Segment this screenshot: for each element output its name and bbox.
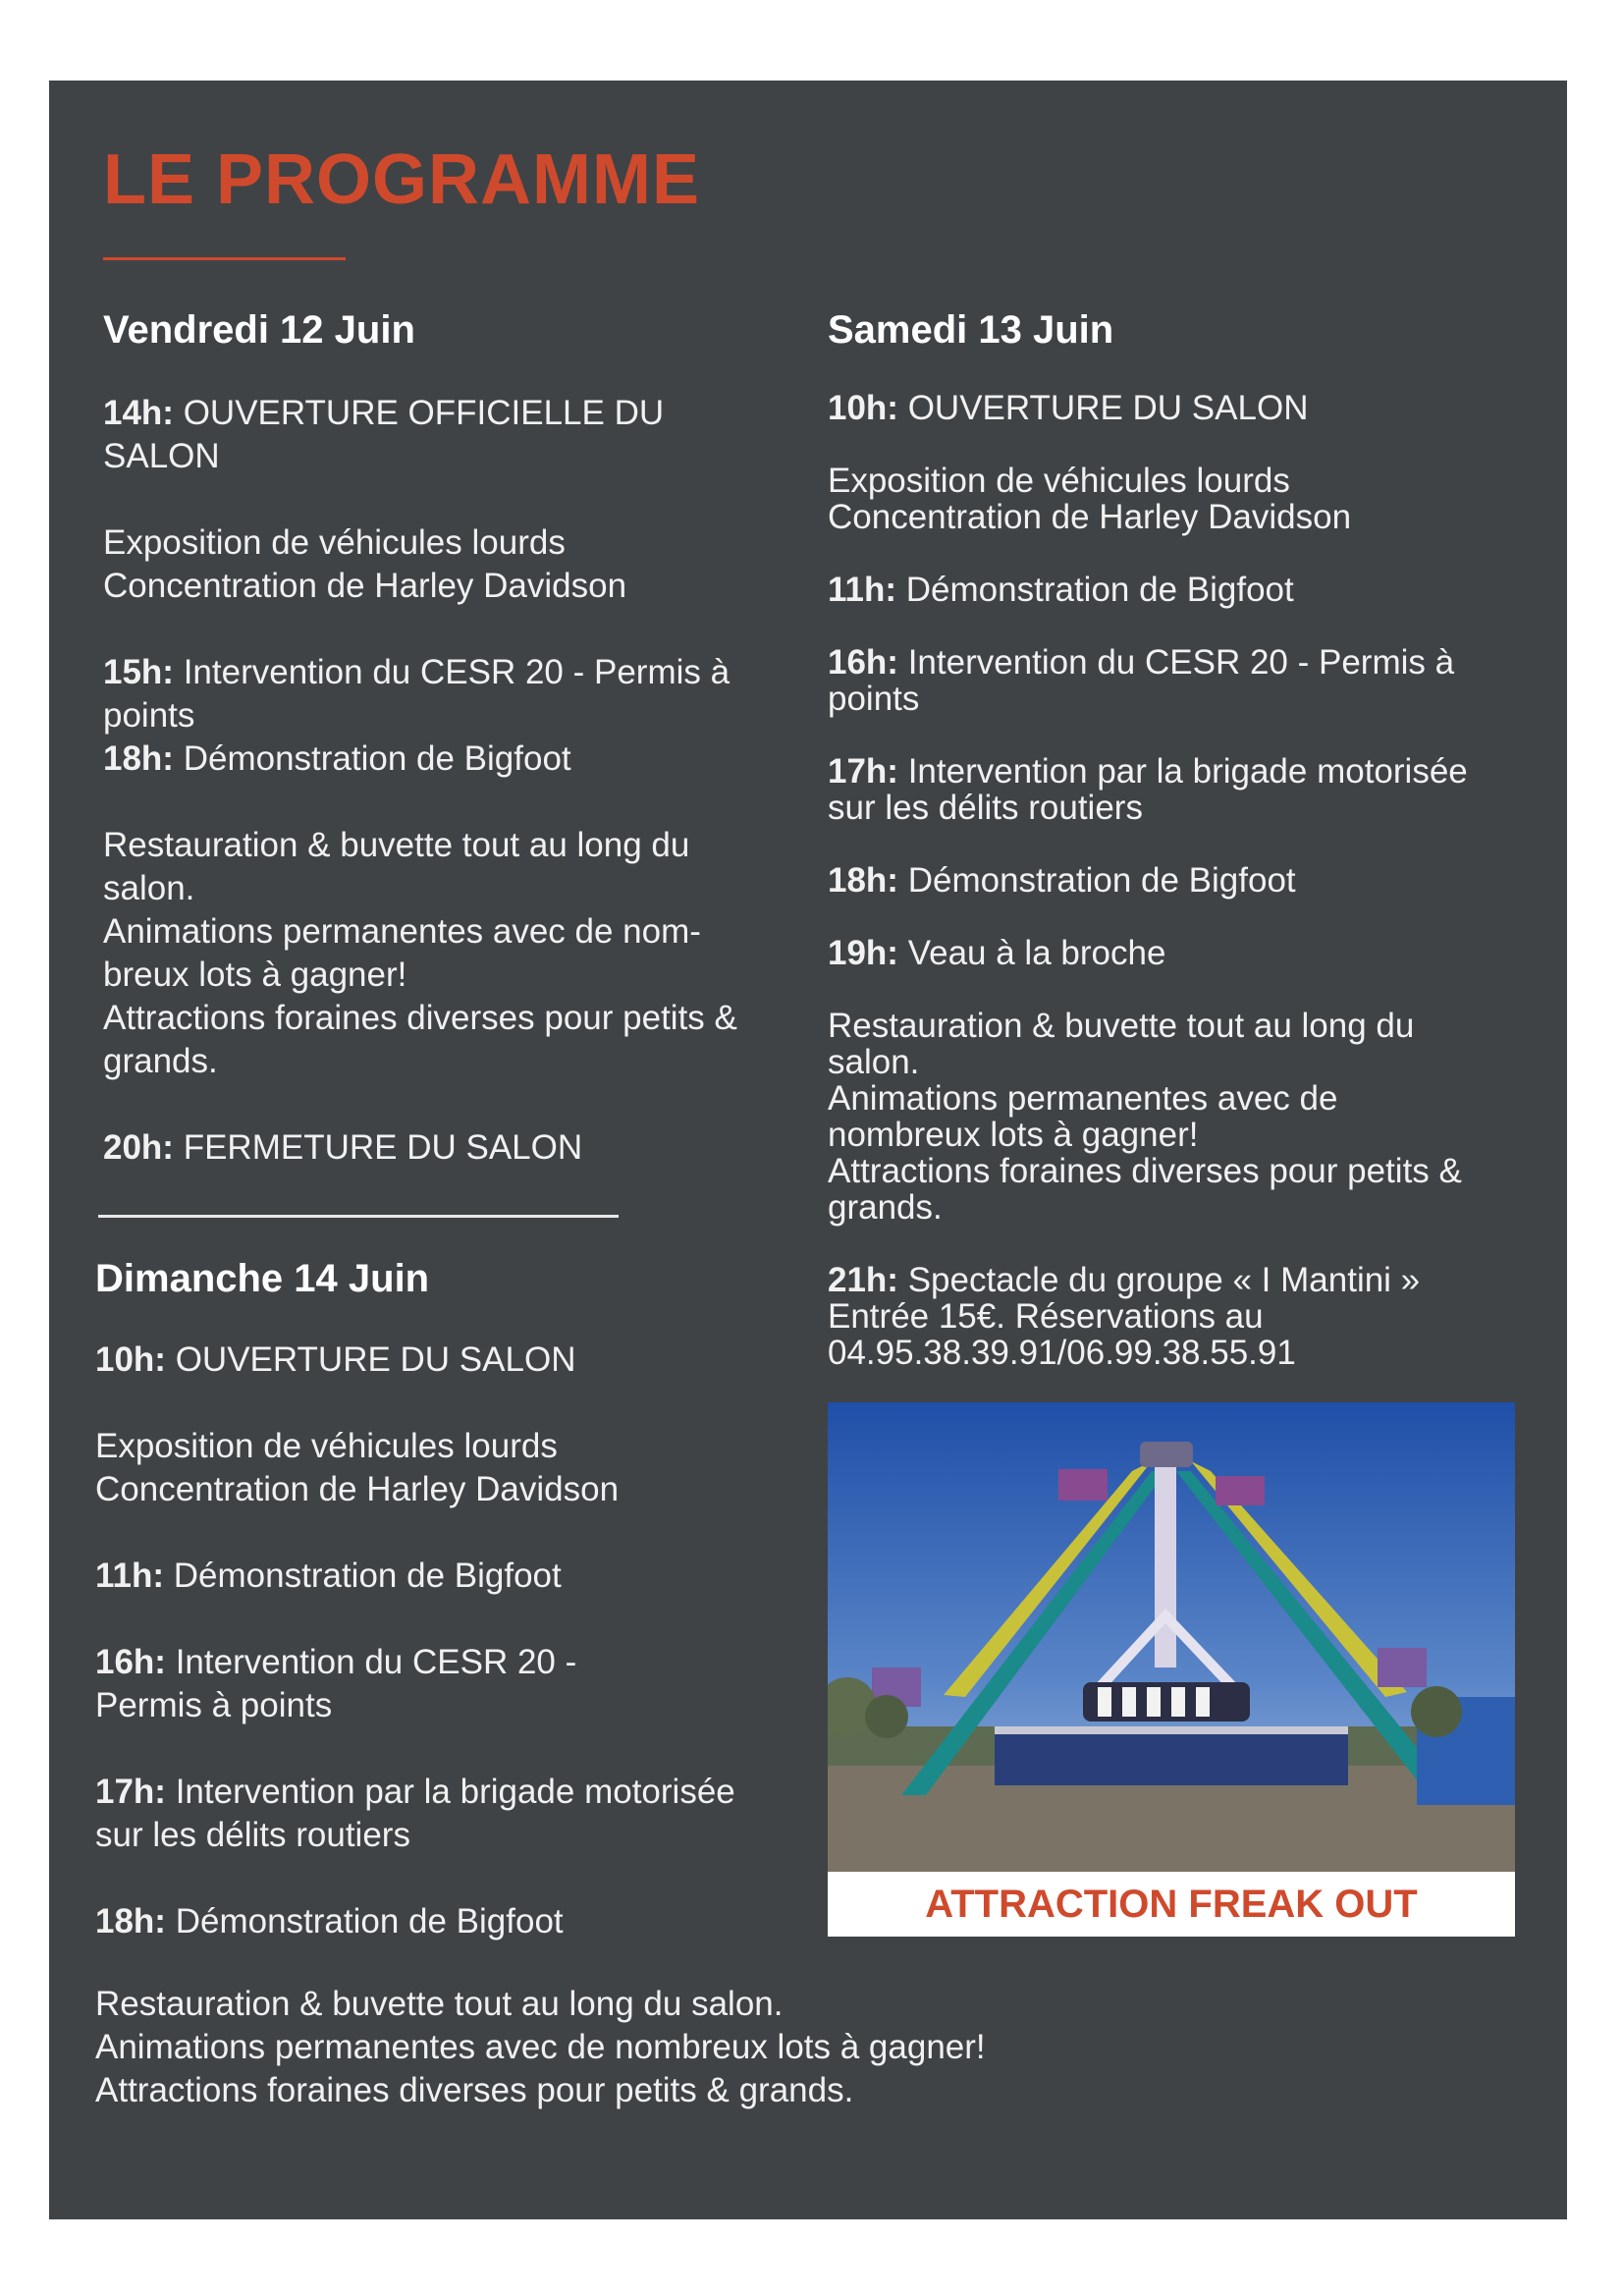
entry-text: Démonstration de Bigfoot <box>905 571 1294 609</box>
photo-caption: ATTRACTION FREAK OUT <box>828 1872 1515 1937</box>
note-line: Attractions foraines diverses pour petits & <box>103 999 737 1037</box>
entry-time: 19h: <box>828 934 898 972</box>
entry-time: 20h: <box>103 1128 174 1167</box>
note-line: salon. <box>103 869 195 907</box>
note-line: Exposition de véhicules lourds <box>103 523 566 562</box>
entry-text: Veau à la broche <box>907 934 1166 972</box>
entry-time: 21h: <box>828 1261 898 1299</box>
schedule-entry <box>828 390 1554 426</box>
entry-text: OUVERTURE OFFICIELLE DU <box>183 394 665 432</box>
entry-text: Intervention par la brigade motorisée <box>175 1773 735 1811</box>
entry-text: Intervention par la brigade motorisée <box>907 752 1468 791</box>
schedule-note <box>828 463 1554 535</box>
note-line: Attractions foraines diverses pour petits & <box>828 1152 1462 1190</box>
entry-text-cont: points <box>103 696 195 735</box>
entry-text-cont: Entrée 15€. Réservations au <box>828 1297 1264 1336</box>
entry-text: Démonstration de Bigfoot <box>183 739 571 778</box>
entry-time: 18h: <box>103 739 174 778</box>
entry-text: Démonstration de Bigfoot <box>907 861 1296 900</box>
footer-line: Attractions foraines diverses pour petits & grands. <box>95 2071 854 2109</box>
entry-text-cont: sur les délits routiers <box>95 1816 410 1854</box>
schedule-entry <box>95 1641 841 1727</box>
note-line: grands. <box>828 1188 943 1227</box>
entry-text: OUVERTURE DU SALON <box>175 1340 576 1379</box>
sunday-column <box>95 1257 841 1943</box>
note-line: nombreux lots à gagner! <box>828 1116 1199 1154</box>
schedule-note <box>828 1008 1554 1226</box>
note-line: Exposition de véhicules lourds <box>828 462 1290 500</box>
entry-text-cont: points <box>828 680 920 718</box>
section-divider <box>98 1215 619 1218</box>
entry-time: 15h: <box>103 653 174 691</box>
note-line: Restauration & buvette tout au long du <box>828 1007 1415 1045</box>
entry-time: 18h: <box>95 1902 166 1941</box>
schedule-entry <box>103 651 810 738</box>
schedule-entry <box>95 1900 841 1943</box>
schedule-entry <box>828 1262 1554 1371</box>
schedule-entry <box>103 1126 810 1170</box>
entry-text: OUVERTURE DU SALON <box>907 389 1309 427</box>
entry-time: 16h: <box>828 643 898 682</box>
entry-text: Démonstration de Bigfoot <box>173 1557 562 1595</box>
entry-text: FERMETURE DU SALON <box>183 1128 583 1167</box>
schedule-entry <box>103 738 810 781</box>
schedule-entry <box>828 753 1554 826</box>
entry-time: 17h: <box>828 752 898 791</box>
schedule-entry <box>103 392 810 478</box>
schedule-entry <box>95 1771 841 1857</box>
schedule-note <box>95 1425 841 1511</box>
entry-text-cont: sur les délits routiers <box>828 789 1143 827</box>
entry-text-cont: SALON <box>103 437 220 475</box>
note-line: Concentration de Harley Davidson <box>828 498 1352 536</box>
day-heading-friday: Vendredi 12 Juin <box>103 308 415 352</box>
note-line: Animations permanentes avec de <box>828 1079 1338 1118</box>
entry-time: 11h: <box>828 571 897 609</box>
entry-time: 16h: <box>95 1643 166 1681</box>
page-title: LE PROGRAMME <box>103 140 701 219</box>
schedule-entry <box>95 1339 841 1382</box>
schedule-note <box>103 824 810 1083</box>
schedule-entry <box>828 935 1554 971</box>
note-line: Restauration & buvette tout au long du <box>103 826 690 864</box>
note-line: grands. <box>103 1042 218 1080</box>
program-panel <box>49 81 1567 2219</box>
entry-time: 14h: <box>103 394 174 432</box>
schedule-entry <box>828 862 1554 899</box>
schedule-entry <box>95 1555 841 1598</box>
entry-time: 17h: <box>95 1773 166 1811</box>
note-line: Concentration de Harley Davidson <box>95 1470 620 1508</box>
entry-text: Intervention du CESR 20 - Permis à <box>907 643 1455 682</box>
footer-line: Restauration & buvette tout au long du salon. <box>95 1985 784 2023</box>
note-line: breux lots à gagner! <box>103 956 407 994</box>
schedule-note <box>103 521 810 608</box>
note-line: Exposition de véhicules lourds <box>95 1427 558 1465</box>
note-line: Animations permanentes avec de nom- <box>103 912 701 951</box>
entry-time: 18h: <box>828 861 898 900</box>
footer-line: Animations permanentes avec de nombreux lots à gagner! <box>95 2028 986 2066</box>
entry-text: Spectacle du groupe « I Mantini » <box>907 1261 1421 1299</box>
entry-text-cont: 04.95.38.39.91/06.99.38.55.91 <box>828 1334 1296 1372</box>
entry-time: 11h: <box>95 1557 165 1595</box>
schedule-entry <box>828 644 1554 717</box>
day-heading-sunday: Dimanche 14 Juin <box>95 1257 430 1300</box>
schedule-entry <box>828 572 1554 608</box>
entry-text: Intervention du CESR 20 - <box>175 1643 577 1681</box>
friday-column <box>103 308 810 1170</box>
entry-text-cont: Permis à points <box>95 1686 333 1724</box>
saturday-column <box>828 308 1554 1371</box>
entry-time: 10h: <box>828 389 898 427</box>
entry-text: Intervention du CESR 20 - Permis à <box>183 653 730 691</box>
note-line: salon. <box>828 1043 920 1081</box>
day-heading-saturday: Samedi 13 Juin <box>828 308 1114 352</box>
entry-time: 10h: <box>95 1340 166 1379</box>
note-line: Concentration de Harley Davidson <box>103 567 627 605</box>
title-underline <box>103 257 346 260</box>
sunday-footer-notes <box>95 1983 1273 2112</box>
attraction-photo <box>828 1402 1515 1872</box>
entry-text: Démonstration de Bigfoot <box>175 1902 564 1941</box>
